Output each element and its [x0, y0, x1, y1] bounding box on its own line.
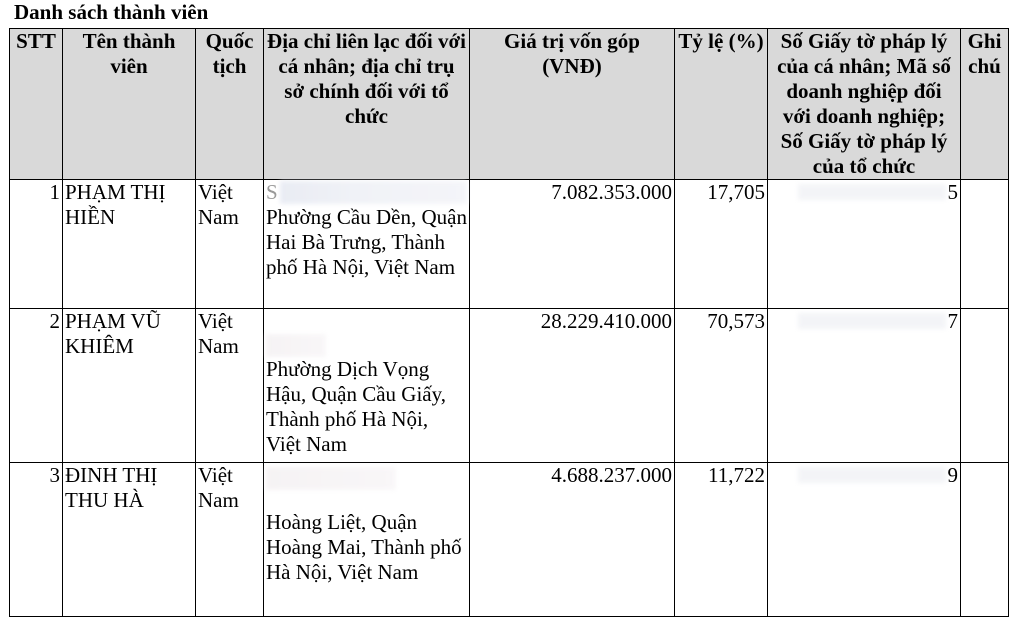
row-note [961, 309, 1009, 463]
redacted-legal-id [798, 184, 946, 200]
row-ratio: 70,573 [675, 309, 768, 463]
redacted-address [266, 490, 467, 510]
row-ratio: 17,705 [675, 180, 768, 309]
header-ratio: Tỷ lệ (%) [675, 29, 768, 180]
row-name: PHẠM THỊ HIỀN [63, 180, 196, 309]
row-capital: 4.688.237.000 [470, 463, 675, 617]
row-legal-id [768, 180, 961, 309]
redacted-address [280, 181, 467, 204]
row-ratio: 11,722 [675, 463, 768, 617]
header-note: Ghi chú [961, 29, 1009, 180]
header-name: Tên thành viên [63, 29, 196, 180]
row-legal-id [768, 309, 961, 463]
redacted-address [266, 334, 326, 357]
row-note [961, 180, 1009, 309]
row-stt: 3 [10, 463, 63, 617]
row-address [264, 180, 470, 309]
address-text: Hoàng Liệt, Quận Hoàng Mai, Thành phố Hà Nội, Việt Nam [266, 510, 462, 584]
row-address [264, 309, 470, 463]
address-fragment: S [266, 180, 278, 204]
row-legal-id [768, 463, 961, 617]
address-text: Phường Cầu Dền, Quận Hai Bà Trưng, Thành phố Hà Nội, Việt Nam [266, 205, 467, 279]
redacted-legal-id [798, 313, 946, 329]
row-nationality: Việt Nam [196, 463, 264, 617]
table-row [10, 463, 1009, 617]
row-stt: 2 [10, 309, 63, 463]
table-row [10, 180, 1009, 309]
header-capital: Giá trị vốn góp (VNĐ) [470, 29, 675, 180]
row-name: PHẠM VŨ KHIÊM [63, 309, 196, 463]
header-legal-id: Số Giấy tờ pháp lý của cá nhân; Mã số doanh nghiệp đối với doanh nghiệp; Số Giấy tờ pháp lý của tổ chức [768, 29, 961, 180]
row-stt: 1 [10, 180, 63, 309]
row-address [264, 463, 470, 617]
page-title: Danh sách thành viên [14, 0, 209, 24]
row-nationality: Việt Nam [196, 309, 264, 463]
header-stt: STT [10, 29, 63, 180]
legal-id-fragment: 9 [947, 463, 958, 487]
row-note [961, 463, 1009, 617]
row-capital: 7.082.353.000 [470, 180, 675, 309]
members-table [9, 28, 1009, 617]
legal-id-fragment: 7 [947, 309, 958, 333]
header-address: Địa chỉ liên lạc đối với cá nhân; địa chỉ trụ sở chính đối với tổ chức [264, 29, 470, 180]
row-name: ĐINH THỊ THU HÀ [63, 463, 196, 617]
row-nationality: Việt Nam [196, 180, 264, 309]
redacted-address [266, 309, 467, 334]
header-nationality: Quốc tịch [196, 29, 264, 180]
legal-id-fragment: 5 [947, 180, 958, 204]
redacted-address [266, 467, 396, 490]
row-capital: 28.229.410.000 [470, 309, 675, 463]
table-header-row [10, 29, 1009, 180]
address-text: Phường Dịch Vọng Hậu, Quận Cầu Giấy, Thành phố Hà Nội, Việt Nam [266, 357, 447, 456]
redacted-legal-id [798, 467, 946, 483]
table-row [10, 309, 1009, 463]
